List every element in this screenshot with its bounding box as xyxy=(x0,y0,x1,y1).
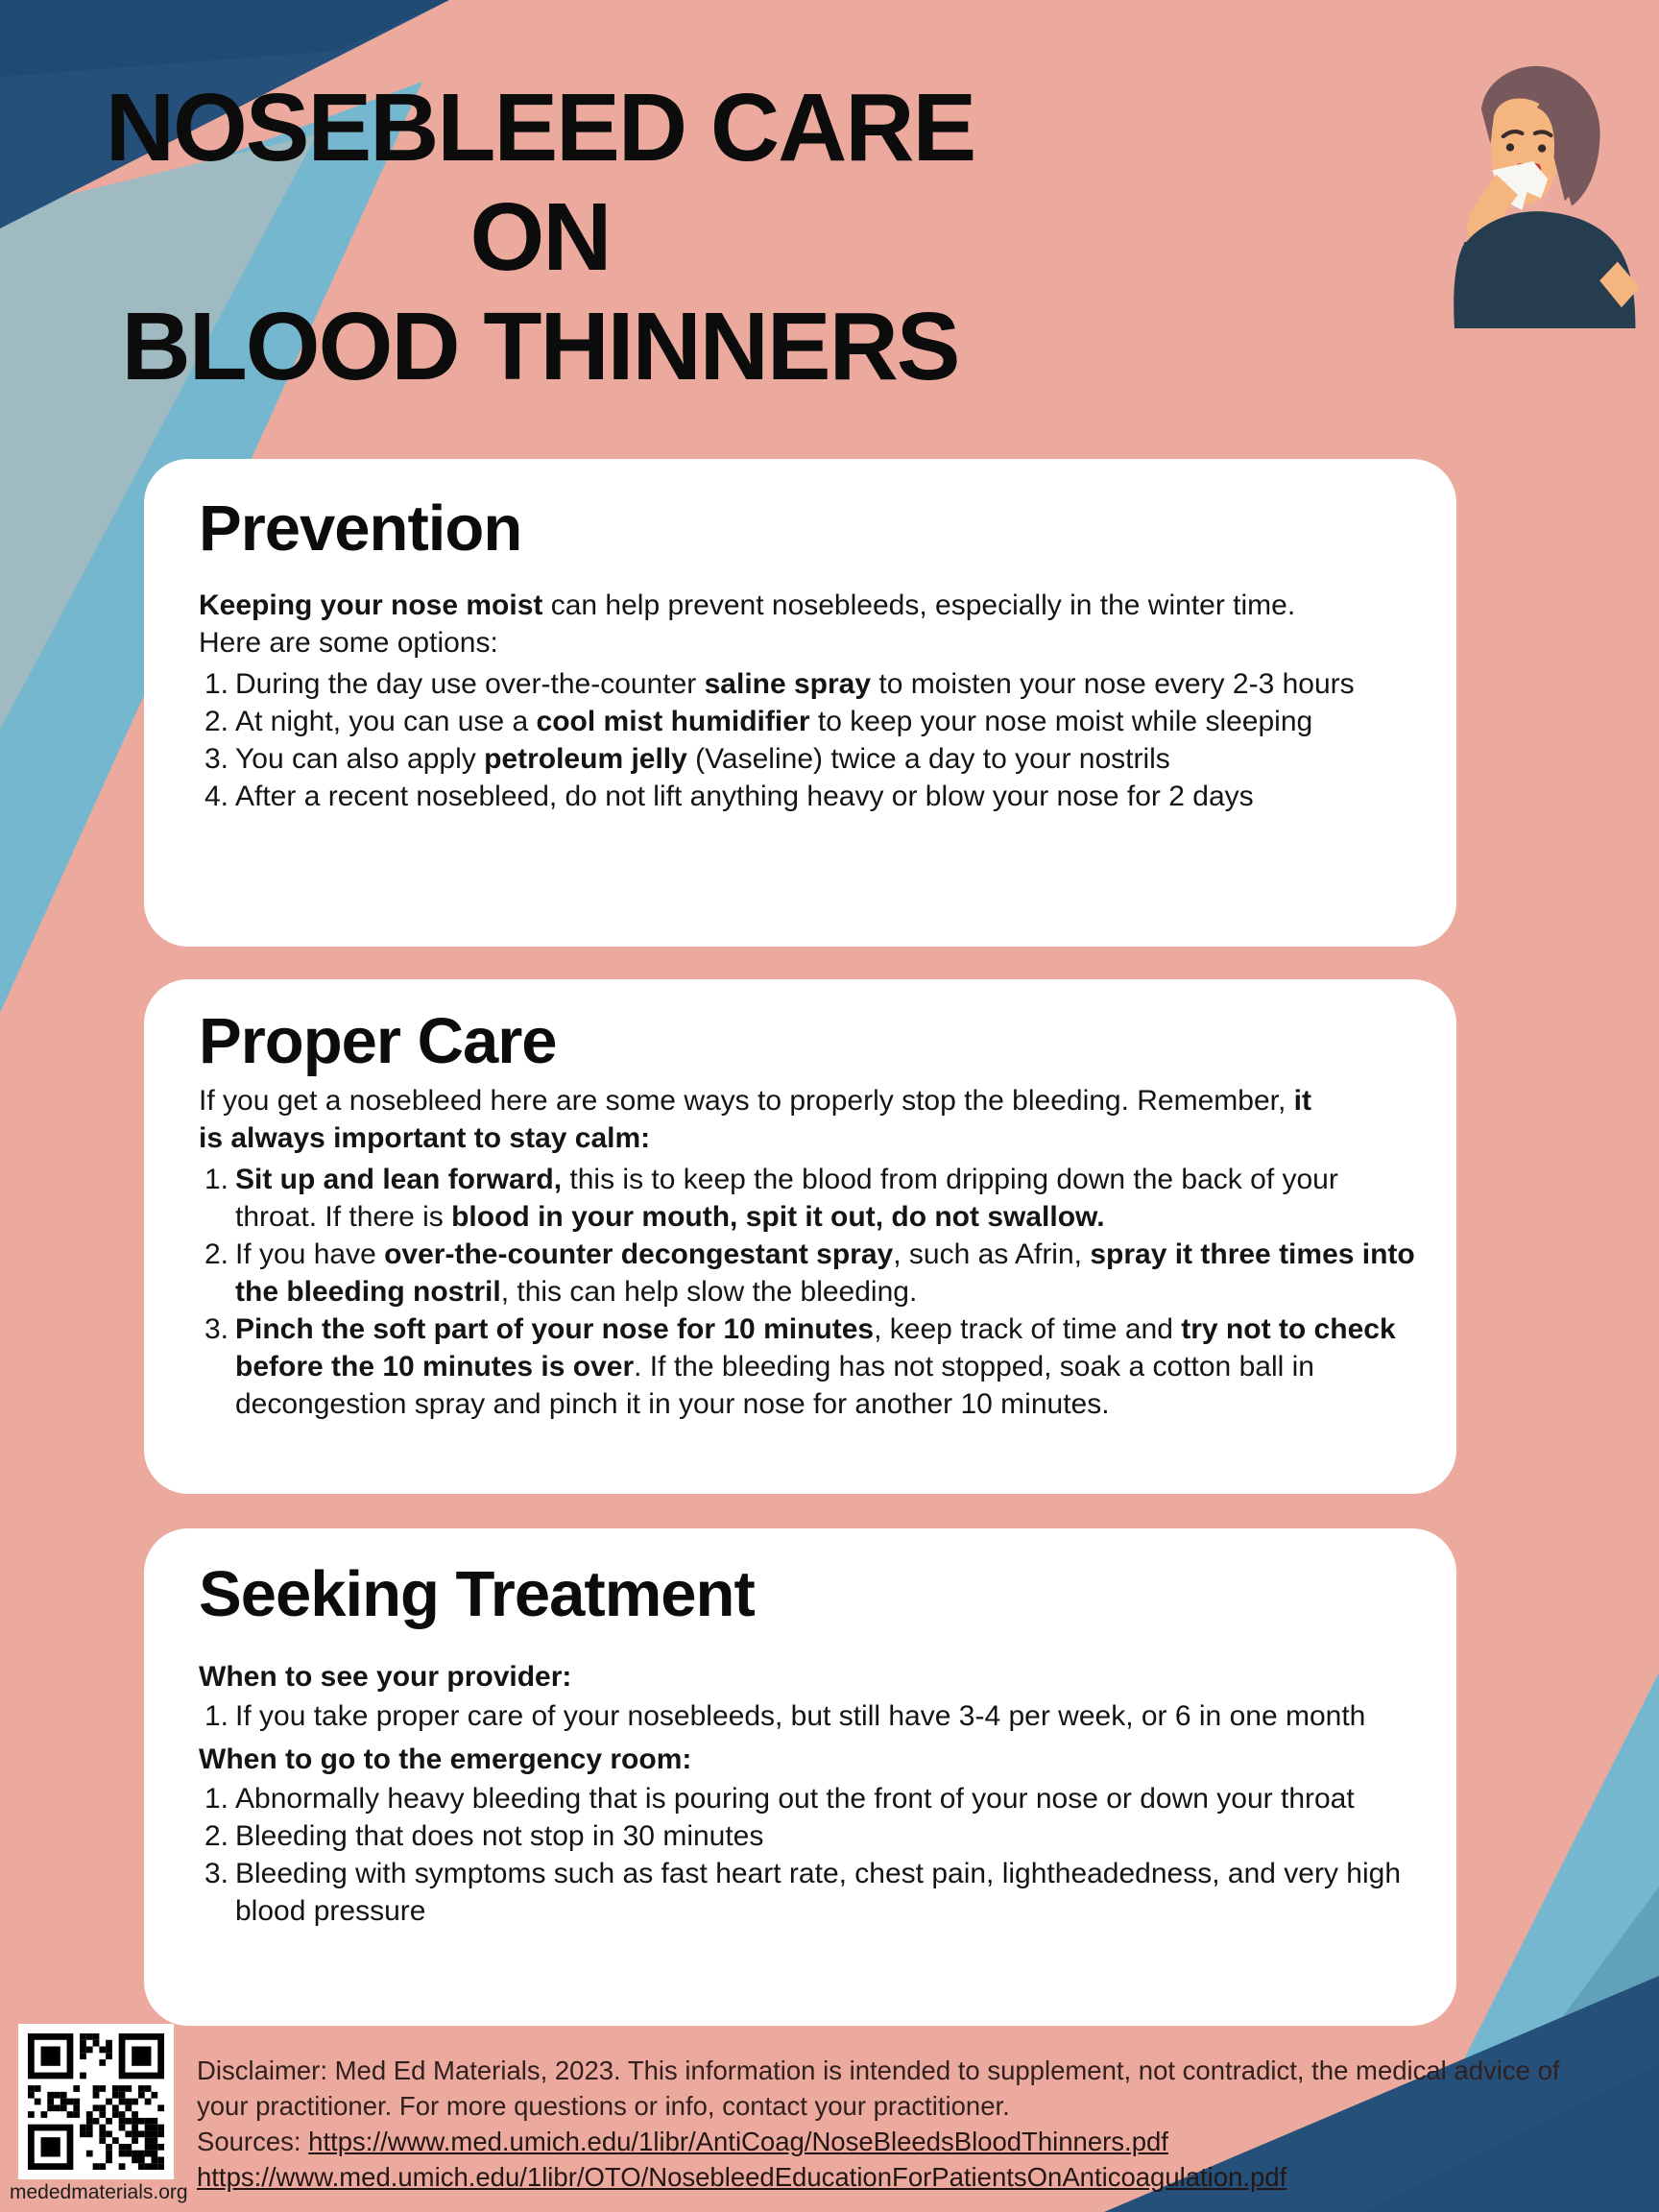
qr-caption: mededmaterials.org xyxy=(10,2181,188,2203)
section-card-seeking-treatment xyxy=(144,1528,1456,2026)
text-run: If you take proper care of your nosebleeds, but still have 3-4 per week, or 6 in one month xyxy=(235,1700,1366,1733)
section-heading-seeking-treatment: Seeking Treatment xyxy=(199,1558,755,1630)
list-number: 1. xyxy=(204,1164,229,1196)
list-number: 1. xyxy=(204,1783,229,1815)
text-run: (Vaseline) twice a day to your nostrils xyxy=(686,743,1170,776)
text-run: try not to check before the 10 minutes is over xyxy=(235,1313,1396,1383)
list-number: 2. xyxy=(204,1238,229,1271)
emergency-room-list xyxy=(199,1780,1416,1930)
list-number: 2. xyxy=(204,706,229,738)
text-run: , such as Afrin, xyxy=(893,1238,1091,1271)
text-run: . If the bleeding has not stopped, soak a cotton ball in decongestion spray and pinch it in your nose for another 10 minutes. xyxy=(235,1351,1314,1421)
see-provider-list xyxy=(199,1697,1416,1735)
list-number: 1. xyxy=(204,668,229,701)
text-run: over-the-counter decongestant spray xyxy=(384,1238,894,1271)
list-number: 3. xyxy=(204,1313,229,1346)
list-item xyxy=(199,1855,1416,1930)
list-item xyxy=(199,1697,1416,1735)
source-link-2[interactable]: https://www.med.umich.edu/1libr/OTO/NosebleedEducationForPatientsOnAnticoagulation.pdf xyxy=(197,2162,1287,2192)
subheading-emergency-room: When to go to the emergency room: xyxy=(199,1743,692,1776)
text-run: cool mist humidifier xyxy=(536,706,810,738)
text-run: Pinch the soft part of your nose for 10 minutes xyxy=(235,1313,875,1346)
sources-row xyxy=(197,2124,1608,2159)
right-eye xyxy=(1538,144,1546,152)
section-heading-prevention: Prevention xyxy=(199,493,522,565)
list-item xyxy=(199,1161,1416,1236)
disclaimer-block xyxy=(197,2053,1608,2195)
text-run: can help prevent nosebleeds, especially in the winter time. Here are some options: xyxy=(199,589,1296,660)
proper-care-intro xyxy=(199,1082,1341,1157)
text-run: You can also apply xyxy=(235,743,485,776)
text-run: blood in your mouth, spit it out, do not swallow. xyxy=(451,1201,1105,1234)
text-run: to keep your nose moist while sleeping xyxy=(809,706,1313,738)
list-number: 1. xyxy=(204,1700,229,1733)
proper-care-list xyxy=(199,1161,1416,1423)
text-run: If you have xyxy=(235,1238,385,1271)
list-number: 4. xyxy=(204,781,229,813)
text-run: this is to keep the blood from dripping down the back of your throat. If there is xyxy=(235,1164,1338,1234)
list-item xyxy=(199,1310,1416,1423)
list-item xyxy=(199,665,1416,703)
list-item xyxy=(199,1817,1416,1855)
man-nosebleed-illustration xyxy=(1429,50,1649,328)
text-run: Bleeding with symptoms such as fast heart rate, chest pain, lightheadedness, and very high blood pressure xyxy=(235,1858,1402,1928)
sources-row2 xyxy=(197,2159,1608,2195)
list-number: 3. xyxy=(204,743,229,776)
text-run: If you get a nosebleed here are some ways to properly stop the bleeding. Remember, xyxy=(199,1085,1294,1118)
list-item xyxy=(199,740,1416,778)
text-run: to moisten your nose every 2-3 hours xyxy=(871,668,1355,701)
text-run: After a recent nosebleed, do not lift anything heavy or blow your nose for 2 days xyxy=(235,781,1254,813)
list-item xyxy=(199,778,1416,815)
qr-code xyxy=(18,2024,174,2179)
sources-label: Sources: xyxy=(197,2127,309,2156)
text-run: it is always important to stay calm: xyxy=(199,1085,1311,1155)
section-card-prevention xyxy=(144,459,1456,947)
text-run: Bleeding that does not stop in 30 minutes xyxy=(235,1820,764,1853)
text-run: , keep track of time and xyxy=(874,1313,1182,1346)
list-number: 2. xyxy=(204,1820,229,1853)
left-eye xyxy=(1506,143,1514,151)
poster-title-line1: NOSEBLEED CARE ON xyxy=(105,74,975,291)
source-link-1[interactable]: https://www.med.umich.edu/1libr/AntiCoag/NoseBleedsBloodThinners.pdf xyxy=(308,2127,1168,2156)
text-run: saline spray xyxy=(704,668,872,701)
text-run: , this can help slow the bleeding. xyxy=(500,1276,918,1309)
text-run: At night, you can use a xyxy=(235,706,537,738)
text-run: Sit up and lean forward, xyxy=(235,1164,563,1196)
list-item xyxy=(199,1780,1416,1817)
section-heading-proper-care: Proper Care xyxy=(199,1005,557,1077)
prevention-intro xyxy=(199,587,1341,661)
text-run: Keeping your nose moist xyxy=(199,589,543,622)
list-item xyxy=(199,703,1416,740)
disclaimer-text: Disclaimer: Med Ed Materials, 2023. This information is intended to supplement, not contradict, the medical advice of your practitioner. For more questions or info, contact your practitioner. xyxy=(197,2056,1560,2121)
text-run: spray it three times into the bleeding nostril xyxy=(235,1238,1415,1309)
text-run: Abnormally heavy bleeding that is pouring out the front of your nose or down your throat xyxy=(235,1783,1355,1815)
prevention-list xyxy=(199,665,1416,815)
list-number: 3. xyxy=(204,1858,229,1890)
text-run: petroleum jelly xyxy=(484,743,687,776)
text-run: During the day use over-the-counter xyxy=(235,668,705,701)
list-item xyxy=(199,1236,1416,1310)
section-card-proper-care xyxy=(144,979,1456,1494)
poster-title xyxy=(53,73,1027,401)
subheading-see-provider: When to see your provider: xyxy=(199,1661,572,1694)
poster-title-line2: BLOOD THINNERS xyxy=(121,293,959,400)
